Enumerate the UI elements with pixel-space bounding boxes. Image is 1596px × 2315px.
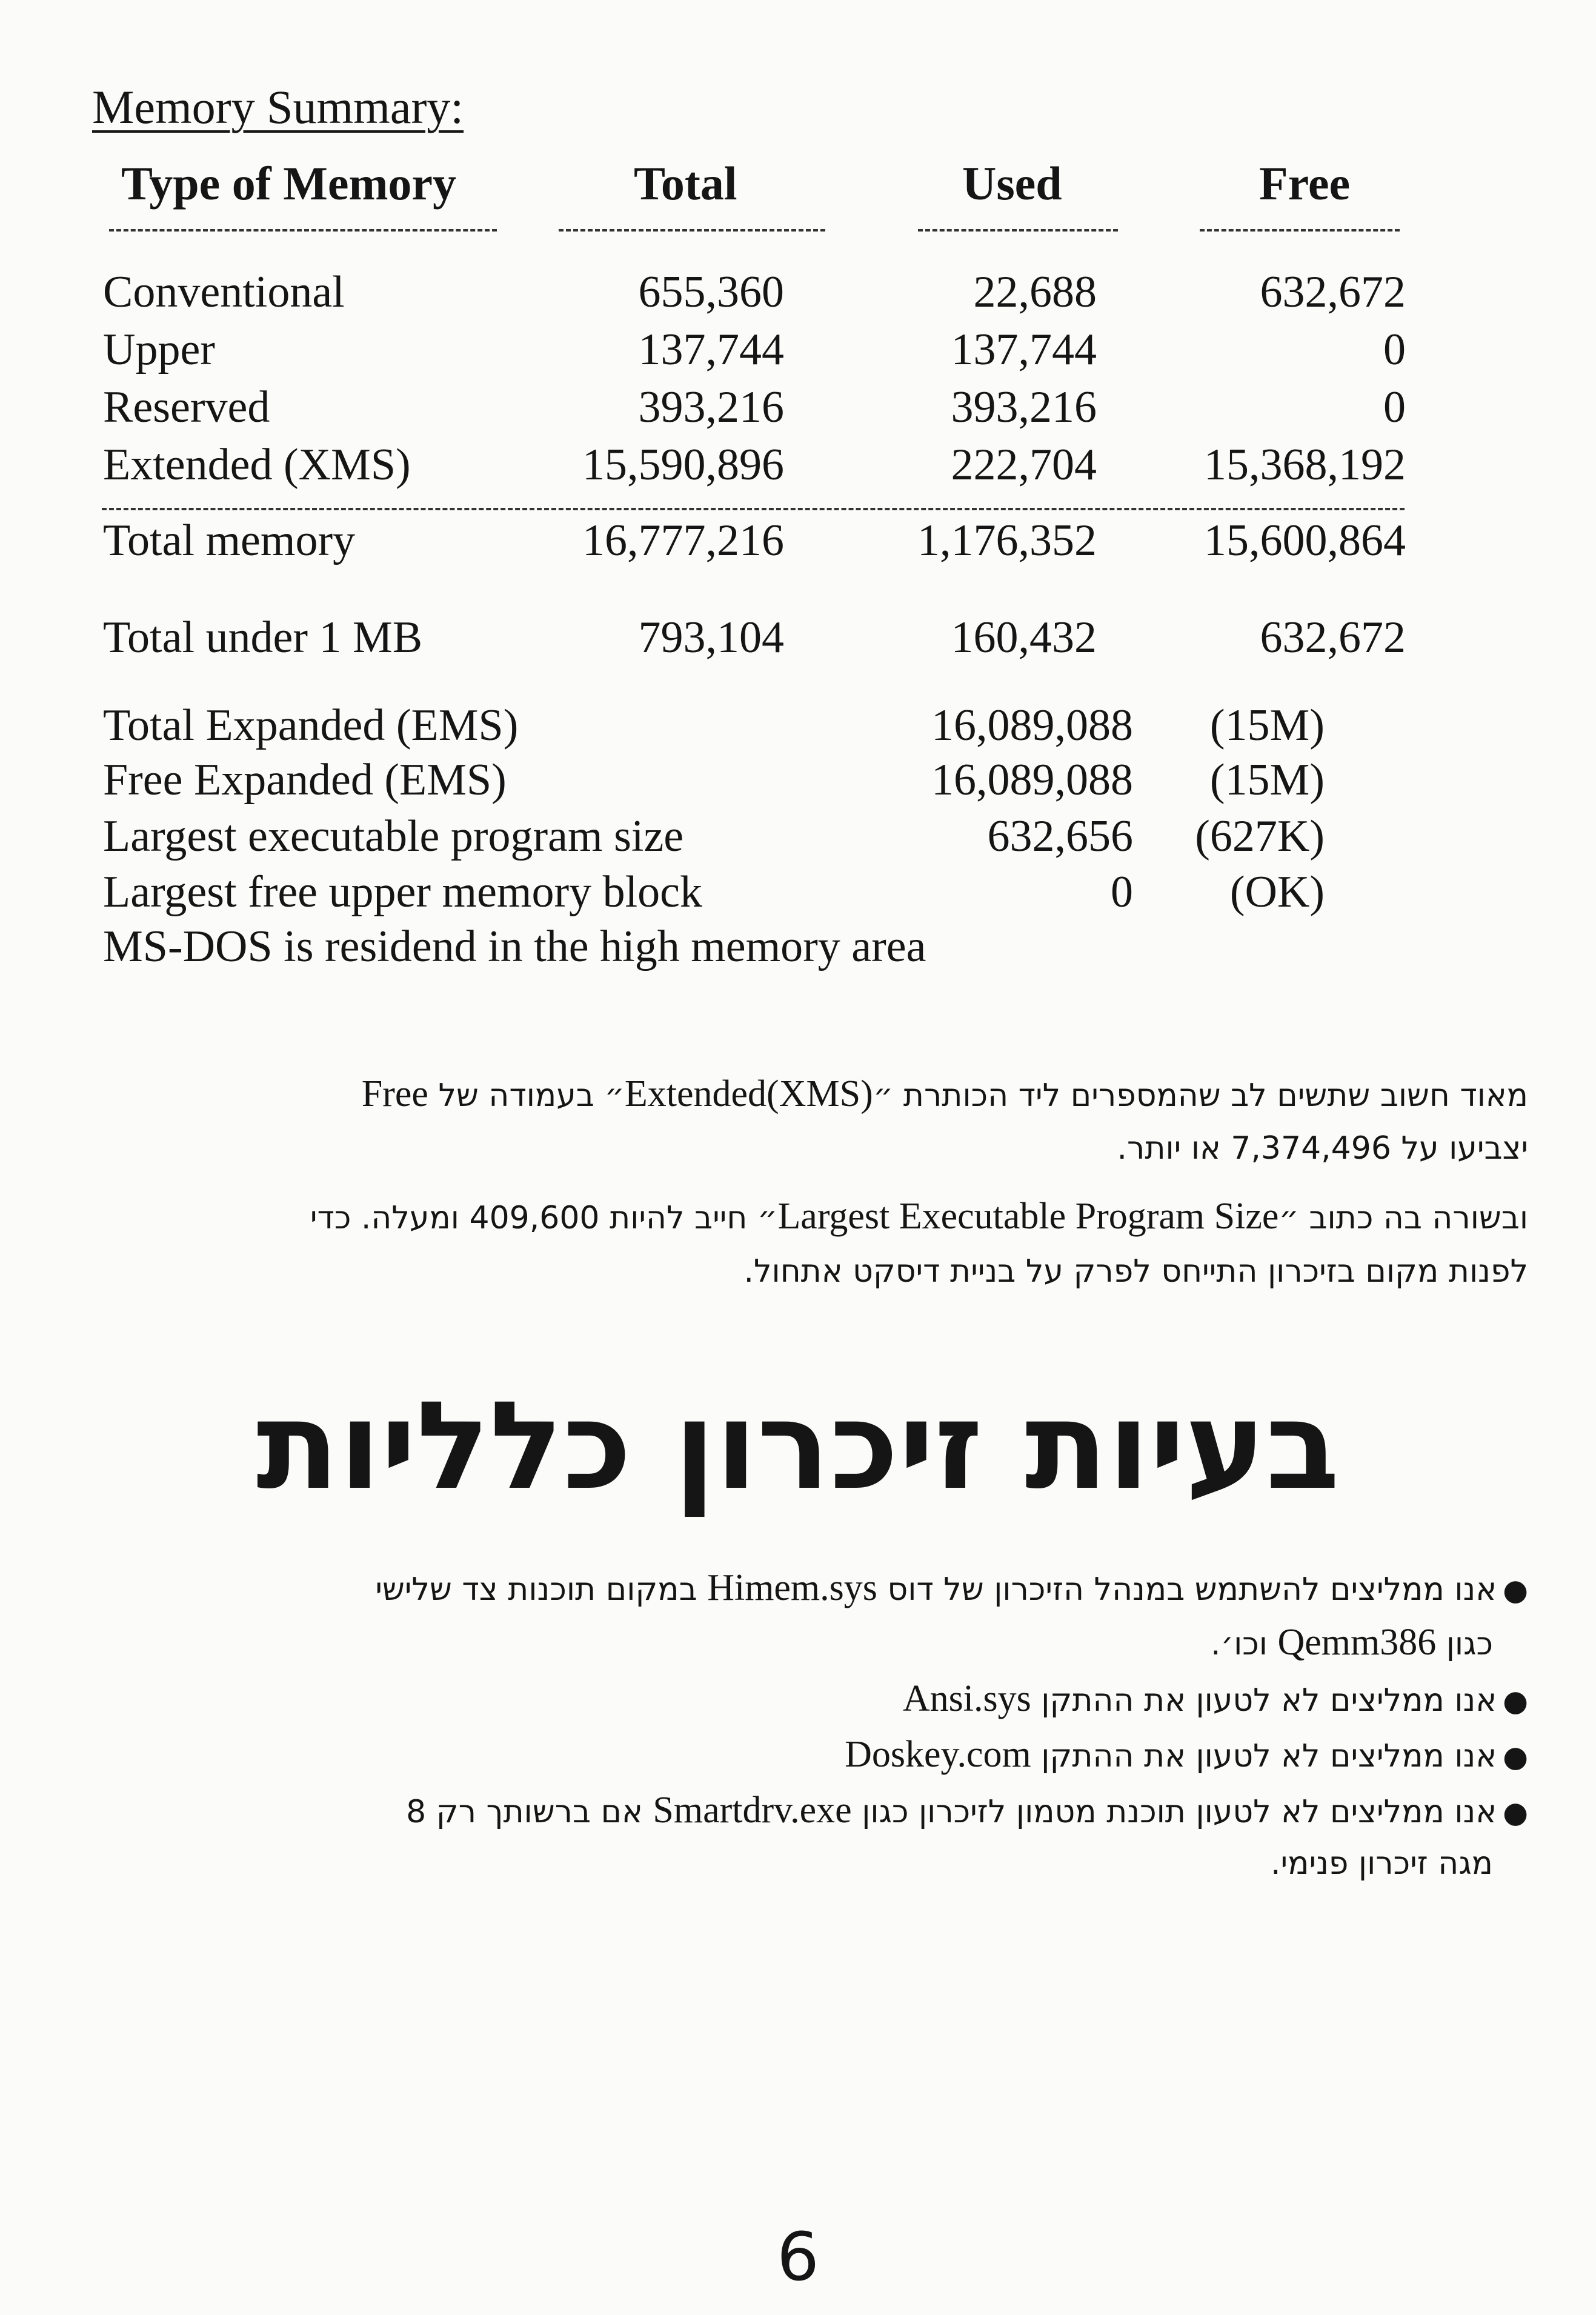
row-free: 15,368,192	[1204, 440, 1406, 490]
row-used: 137,744	[951, 325, 1097, 375]
row-used: 22,688	[973, 267, 1097, 317]
row-type: Upper	[103, 325, 215, 375]
header-type: Type of Memory	[121, 157, 457, 210]
bullet-item	[845, 1733, 1528, 1776]
bullet-dot: ●	[1503, 1573, 1528, 1607]
ems-note: (15M)	[1209, 701, 1325, 750]
ems-value: 0	[1111, 867, 1133, 917]
text-part: Smartdrv.exe	[653, 1790, 852, 1831]
bullet-dot: ●	[1503, 1796, 1528, 1830]
header-divider	[918, 229, 1118, 232]
ems-label: Largest free upper memory block	[103, 867, 703, 917]
ems-label: Total Expanded (EMS)	[103, 701, 519, 750]
section-title: בעיות זיכרון כלליות	[256, 1376, 1340, 1517]
msdos-status-line: MS-DOS is residend in the high memory area	[103, 922, 926, 971]
row-type: Total under 1 MB	[103, 613, 423, 662]
row-free: 632,672	[1260, 613, 1406, 662]
bullet-item-continued	[1211, 1621, 1493, 1664]
bullet-item-continued: מגה זיכרון פנימי.	[1271, 1845, 1493, 1882]
ems-label: Largest executable program size	[103, 811, 684, 861]
memory-summary-title: Memory Summary:	[92, 81, 464, 133]
text-part: Himem.sys	[707, 1567, 877, 1608]
ems-note: (627K)	[1195, 811, 1325, 861]
page-number: 6	[777, 2218, 819, 2296]
bullet-item	[406, 1789, 1528, 1832]
ems-label: Free Expanded (EMS)	[103, 755, 507, 805]
ems-note: (OK)	[1229, 867, 1325, 917]
row-total: 16,777,216	[582, 516, 784, 565]
total-divider	[102, 508, 1405, 510]
paragraph-xms-line2: יצביעו על 7,374,496 או יותר.	[1117, 1130, 1528, 1167]
text-part: ״ חייב להיות 409,600 ומעלה. כדי	[310, 1200, 778, 1236]
header-used: Used	[962, 157, 1062, 210]
text-part: Free	[361, 1073, 428, 1114]
text-part: Extended(XMS)	[624, 1073, 873, 1114]
row-used: 222,704	[951, 440, 1097, 490]
text-part: Largest Executable Program Size	[777, 1196, 1279, 1237]
row-total: 655,360	[638, 267, 784, 317]
header-divider	[1200, 229, 1400, 232]
ems-note: (15M)	[1209, 755, 1325, 805]
bullet-dot: ●	[1503, 1740, 1528, 1774]
text-part: אנו ממליצים לא לטעון את ההתקן	[1031, 1682, 1497, 1719]
ems-value: 16,089,088	[931, 755, 1133, 805]
bullet-dot: ●	[1503, 1684, 1528, 1718]
header-divider	[559, 229, 825, 232]
row-type: Reserved	[103, 382, 270, 432]
row-total: 793,104	[638, 613, 784, 662]
row-type: Extended (XMS)	[103, 440, 411, 490]
paragraph-xms-line1	[362, 1073, 1528, 1116]
row-free: 0	[1383, 382, 1406, 432]
row-type: Total memory	[103, 516, 356, 565]
row-free: 15,600,864	[1204, 516, 1406, 565]
text-part: אנו ממליצים לא לטעון תוכנת מטמון לזיכרון כגון	[851, 1794, 1497, 1830]
row-free: 0	[1383, 325, 1406, 375]
text-part: אנו ממליצים לא לטעון את ההתקן	[1031, 1738, 1497, 1774]
row-type: Conventional	[103, 267, 345, 317]
row-total: 15,590,896	[582, 440, 784, 490]
bullet-item	[375, 1567, 1528, 1610]
bullet-item	[903, 1677, 1528, 1720]
ems-value: 632,656	[987, 811, 1133, 861]
text-part: Qemm386	[1277, 1622, 1437, 1663]
row-used: 393,216	[951, 382, 1097, 432]
paragraph-program-size-line1	[310, 1195, 1528, 1238]
ems-value: 16,089,088	[931, 701, 1133, 750]
text-part: אנו ממליצים להשתמש במנהל הזיכרון של דוס	[877, 1571, 1497, 1608]
row-used: 160,432	[951, 613, 1097, 662]
row-total: 393,216	[638, 382, 784, 432]
header-free: Free	[1259, 157, 1351, 210]
paragraph-program-size-line2: לפנות מקום בזיכרון התייחס לפרק על בניית דיסקט אתחול.	[743, 1253, 1528, 1290]
header-total: Total	[634, 157, 737, 210]
text-part: אם ברשותך רק 8	[406, 1794, 653, 1830]
text-part: מאוד חשוב שתשים לב שהמספרים ליד הכותרת ״	[873, 1078, 1528, 1114]
text-part: Doskey.com	[845, 1734, 1031, 1775]
text-part: ובשורה בה כתוב ״	[1278, 1200, 1528, 1236]
text-part: ״ בעמודה של	[428, 1078, 625, 1114]
text-part: כגון	[1436, 1626, 1493, 1662]
row-used: 1,176,352	[917, 516, 1097, 565]
row-free: 632,672	[1260, 267, 1406, 317]
row-total: 137,744	[638, 325, 784, 375]
text-part: Ansi.sys	[902, 1678, 1031, 1719]
text-part: במקום תוכנות צד שלישי	[375, 1571, 708, 1608]
text-part: וכו׳.	[1210, 1626, 1278, 1662]
header-divider	[109, 229, 497, 232]
